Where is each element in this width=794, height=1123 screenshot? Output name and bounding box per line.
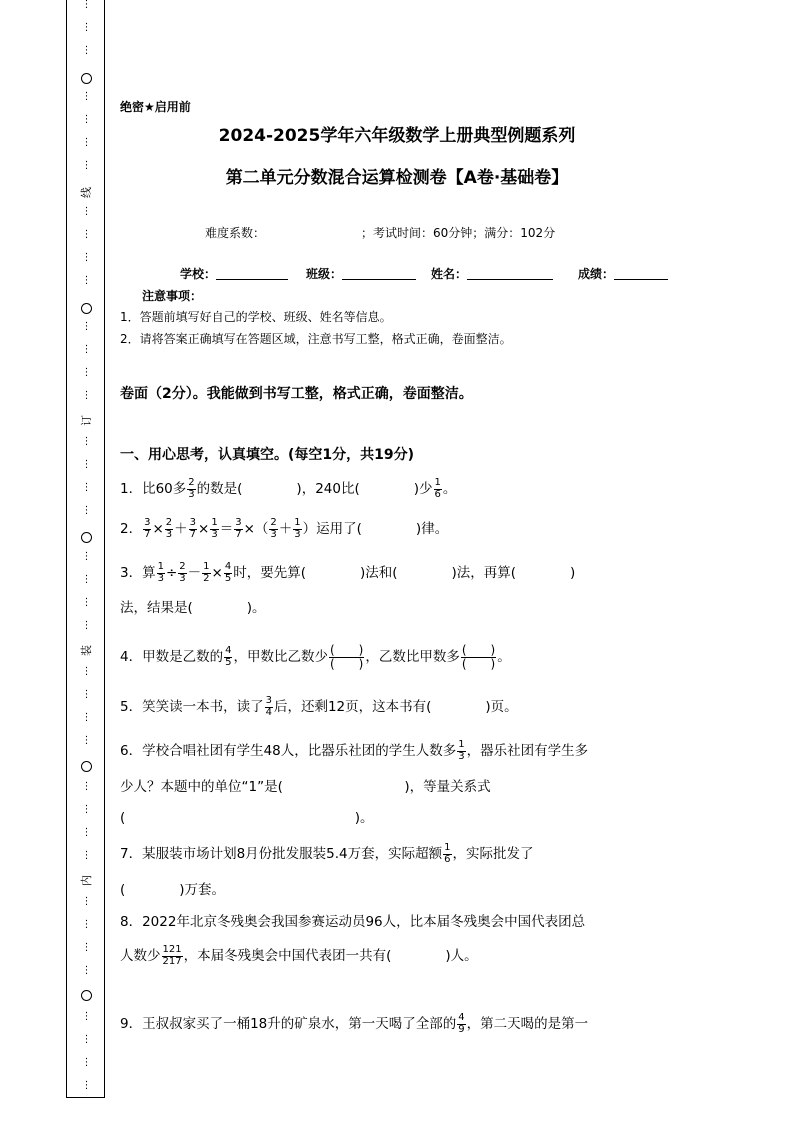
dot-separator: ⋮ xyxy=(81,666,92,677)
dot-separator: ⋮ xyxy=(81,1011,92,1022)
question-6-line-3: ( )。 xyxy=(120,810,374,826)
dot-separator: ⋮ xyxy=(81,597,92,608)
difficulty-label: 难度系数： xyxy=(205,226,266,240)
dot-separator: ⋮ xyxy=(81,252,92,263)
question-7-line-2: ( )万套。 xyxy=(120,882,226,898)
name-blank[interactable] xyxy=(467,267,553,280)
margin-char: 装 xyxy=(80,645,93,656)
dot-separator: ⋮ xyxy=(81,551,92,562)
margin-char: 内 xyxy=(80,875,93,886)
dot-separator: ⋮ xyxy=(81,804,92,815)
dot-separator: ⋮ xyxy=(81,22,92,33)
question-2: 2． $\frac{3}{7}$ × $\frac{2}{3}$ ＋ $\frac{3}{7}$ × $\frac{1}{3}$ ＝ $\frac{3}{7}$ ×（ $\frac{2}{3}$ ＋ $\frac{1}{3}$ ）运用了( )律。 xyxy=(120,517,449,540)
school-field: 学校： xyxy=(180,265,288,282)
question-8-line-2: 人数少 $\frac{121}{217}$ ，本届冬残奥会中国代表团一共有( )人。 xyxy=(120,944,478,967)
question-6-line-2: 少人？本题中的单位“1”是( )，等量关系式 xyxy=(120,779,491,795)
dot-separator: ⋮ xyxy=(81,482,92,493)
exam-subtitle: 第二单元分数混合运算检测卷【A卷·基础卷】 xyxy=(225,168,569,188)
dot-separator: ⋮ xyxy=(81,275,92,286)
class-field: 班级： xyxy=(306,265,416,282)
name-field: 姓名： xyxy=(431,265,553,282)
margin-char: 订 xyxy=(80,415,93,426)
question-1: 1．比60多 $\frac{2}{3}$ 的数是( )，240比( )少 $\frac{1}{6}$ 。 xyxy=(120,477,457,500)
dot-separator: ⋮ xyxy=(81,505,92,516)
dot-separator: ⋮ xyxy=(81,574,92,585)
dot-separator: ⋮ xyxy=(81,896,92,907)
school-blank[interactable] xyxy=(216,267,288,280)
dot-separator: ⋮ xyxy=(81,160,92,171)
question-9: 9．王叔叔家买了一桶18升的矿泉水，第一天喝了全部的 $\frac{4}{9}$ ，第二天喝的是第一 xyxy=(120,1012,589,1035)
note-item: 2．请将答案正确填写在答题区域，注意书写工整，格式正确，卷面整洁。 xyxy=(120,332,512,346)
margin-char: 线 xyxy=(80,187,93,198)
question-6: 6．学校合唱社团有学生48人，比器乐社团的学生人数多 $\frac{1}{3}$ ，器乐社团有学生多 xyxy=(120,739,589,762)
dot-separator: ⋮ xyxy=(81,850,92,861)
neatness-banner: 卷面（2分）。我能做到书写工整，格式正确，卷面整洁。 xyxy=(120,386,473,402)
section-title: 一、用心思考，认真填空。(每空1分，共19分) xyxy=(120,447,415,463)
dot-separator: ⋮ xyxy=(81,321,92,332)
dot-separator: ⋮ xyxy=(81,781,92,792)
exam-meta xyxy=(205,224,555,241)
question-7: 7．某服装市场计划8月份批发服装5.4万套，实际超额 $\frac{1}{6}$ ，实际批发了 xyxy=(120,842,534,865)
dot-separator: ⋮ xyxy=(81,344,92,355)
dot-separator: ⋮ xyxy=(81,91,92,102)
exam-info: ；考试时间：60分钟；满分：102分 xyxy=(361,226,556,240)
dot-separator: ⋮ xyxy=(81,114,92,125)
dot-separator: ⋮ xyxy=(81,942,92,953)
dot-separator: ⋮ xyxy=(81,390,92,401)
notes-title: 注意事项： xyxy=(142,289,203,303)
answer-fraction-blank[interactable]: $\frac{( )}{( )}$ xyxy=(329,643,364,671)
note-item: 1．答题前填写好自己的学校、班级、姓名等信息。 xyxy=(120,310,392,324)
dot-separator: ⋮ xyxy=(81,45,92,56)
score-blank[interactable] xyxy=(614,267,668,280)
question-8: 8．2022年北京冬残奥会我国参赛运动员96人，比本届冬残奥会中国代表团总 xyxy=(120,914,586,930)
dot-separator: ⋮ xyxy=(81,1080,92,1091)
question-4: 4．甲数是乙数的 $\frac{4}{5}$ ，甲数比乙数少 $\frac{( )}{( )}$ ，乙数比甲数多 $\frac{( )}{( )}$ 。 xyxy=(120,643,511,671)
score-field: 成绩： xyxy=(578,265,668,282)
dot-separator: ⋮ xyxy=(81,919,92,930)
fraction: $\frac{1}{6}$ xyxy=(434,477,441,500)
answer-fraction-blank[interactable]: $\frac{( )}{( )}$ xyxy=(461,643,496,671)
question-3: 3．算 $\frac{1}{3}$ ÷ $\frac{2}{3}$ － $\frac{1}{2}$ × $\frac{4}{5}$ 时，要先算( )法和( )法，再算( ) xyxy=(120,561,576,584)
question-3-line-2: 法，结果是( )。 xyxy=(120,600,266,616)
question-5: 5．笑笑读一本书，读了 $\frac{3}{4}$ 后，还剩12页，这本书有( )页。 xyxy=(120,695,518,718)
dot-separator: ⋮ xyxy=(81,735,92,746)
dot-separator: ⋮ xyxy=(81,1057,92,1068)
dot-separator: ⋮ xyxy=(81,712,92,723)
dot-separator: ⋮ xyxy=(81,367,92,378)
dot-separator: ⋮ xyxy=(81,229,92,240)
dot-separator: ⋮ xyxy=(81,620,92,631)
secret-label: 绝密★启用前 xyxy=(120,100,191,114)
class-blank[interactable] xyxy=(342,267,416,280)
dot-separator: ⋮ xyxy=(81,827,92,838)
fraction: $\frac{2}{3}$ xyxy=(188,477,195,500)
dot-separator: ⋮ xyxy=(81,1034,92,1045)
dot-separator: ⋮ xyxy=(81,137,92,148)
dot-separator: ⋮ xyxy=(81,206,92,217)
dot-separator: ⋮ xyxy=(81,436,92,447)
exam-title: 2024-2025学年六年级数学上册典型例题系列 xyxy=(218,126,576,146)
dot-separator: ⋮ xyxy=(81,689,92,700)
dot-separator: ⋮ xyxy=(81,965,92,976)
dot-separator: ⋮ xyxy=(81,459,92,470)
dot-separator: ⋮ xyxy=(81,0,92,10)
